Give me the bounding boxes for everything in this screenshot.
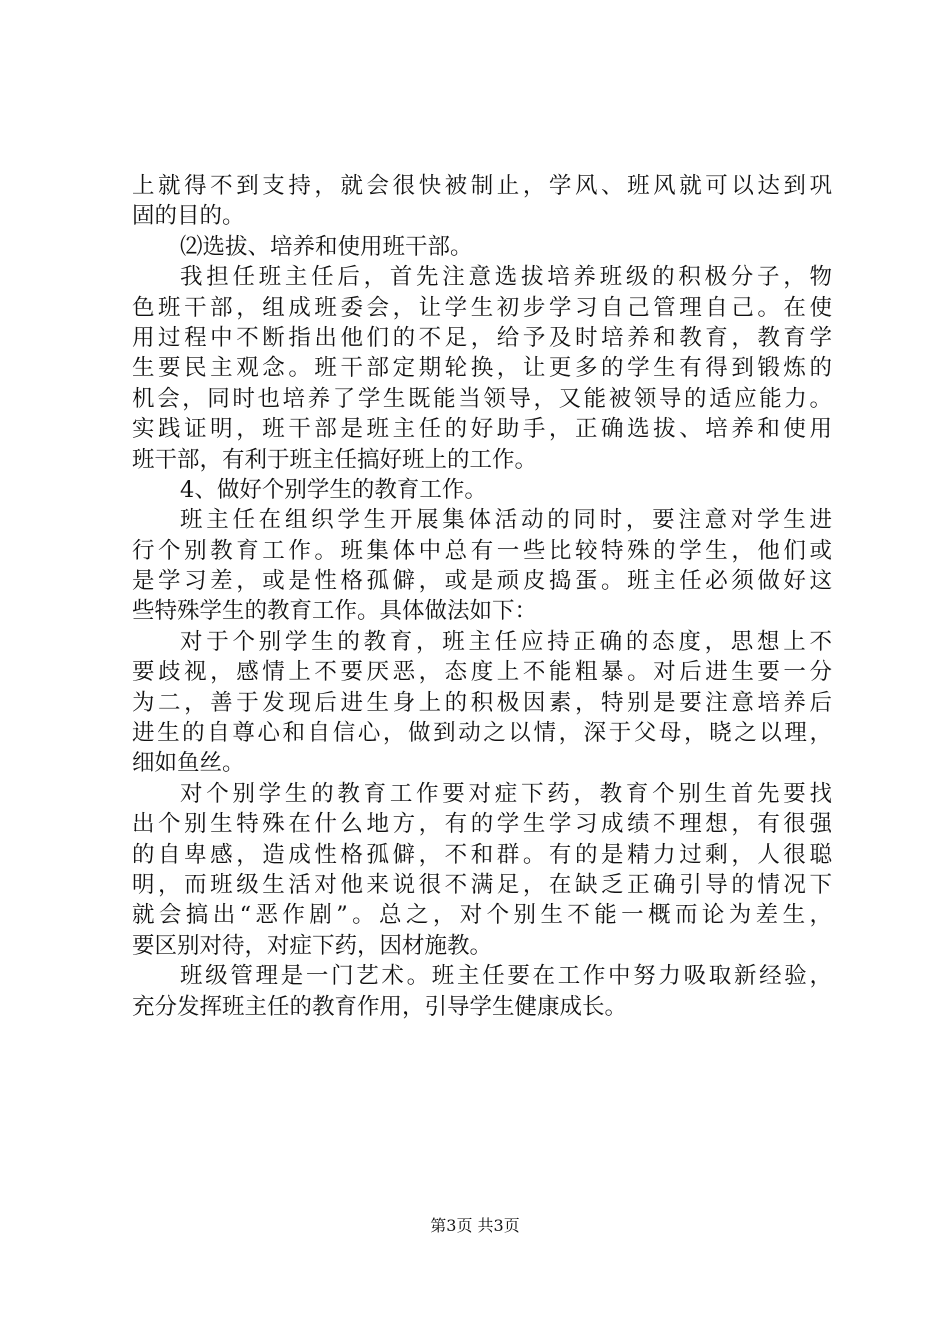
text-line: 为二，善于发现后进生身上的积极因素，特别是要注意培养后 [132,689,832,716]
text-line: 班级管理是一门艺术。班主任要在工作中努力吸取新经验， [180,963,832,990]
text-line: 对个别学生的教育工作要对症下药，教育个别生首先要找 [180,780,832,807]
text-line: 对于个别学生的教育，班主任应持正确的态度，思想上不 [180,628,832,655]
text-line: 细如鱼丝。 [132,750,245,777]
document-body [132,171,832,1022]
text-line: 上就得不到支持，就会很快被制止，学风、班风就可以达到巩 [132,173,832,199]
text-line: 生要民主观念。班干部定期轮换，让更多的学生有得到锻炼的 [132,355,832,382]
text-line: 我担任班主任后，首先注意选拔培养班级的积极分子，物 [180,264,832,291]
text-line: 明，而班级生活对他来说很不满足，在缺乏正确引导的情况下 [132,871,832,898]
text-line: 固的目的。 [132,203,245,230]
text-line: 进生的自尊心和自信心，做到动之以情，深于父母，晓之以理， [132,720,832,747]
text-line: 要歧视，感情上不要厌恶，态度上不能粗暴。对后进生要一分 [132,659,832,686]
text-line: 机会，同时也培养了学生既能当领导，又能被领导的适应能力。 [132,385,832,412]
text-line: 实践证明，班干部是班主任的好助手，正确选拔、培养和使用 [132,416,832,443]
text-line: 行个别教育工作。班集体中总有一些比较特殊的学生，他们或 [132,537,832,564]
text-line: 的自卑感，造成性格孤僻，不和群。有的是精力过剩，人很聪 [132,841,832,868]
text-line: 要区别对待，对症下药，因材施教。 [132,932,493,959]
text-line: 就会搞出“恶作剧”。总之，对个别生不能一概而论为差生， [132,902,832,929]
text-line: 4、做好个别学生的教育工作。 [180,476,487,503]
text-line: 些特殊学生的教育工作。具体做法如下： [132,598,538,625]
text-line: 充分发挥班主任的教育作用，引导学生健康成长。 [132,993,628,1020]
text-line: 出个别生特殊在什么地方，有的学生学习成绩不理想，有很强 [132,811,832,838]
paragraph-lines [132,171,832,1022]
text-line: 是学习差，或是性格孤僻，或是顽皮捣蛋。班主任必须做好这 [132,568,832,595]
text-line: 用过程中不断指出他们的不足，给予及时培养和教育，教育学 [132,324,832,351]
text-line: 班主任在组织学生开展集体活动的同时，要注意对学生进 [180,507,832,534]
text-line: 色班干部，组成班委会，让学生初步学习自己管理自己。在使 [132,294,832,321]
text-line: ⑵选拔、培养和使用班干部。 [180,233,473,260]
text-line: 班干部，有利于班主任搞好班上的工作。 [132,446,538,473]
page-number-footer: 第3页 共3页 [430,1216,520,1235]
